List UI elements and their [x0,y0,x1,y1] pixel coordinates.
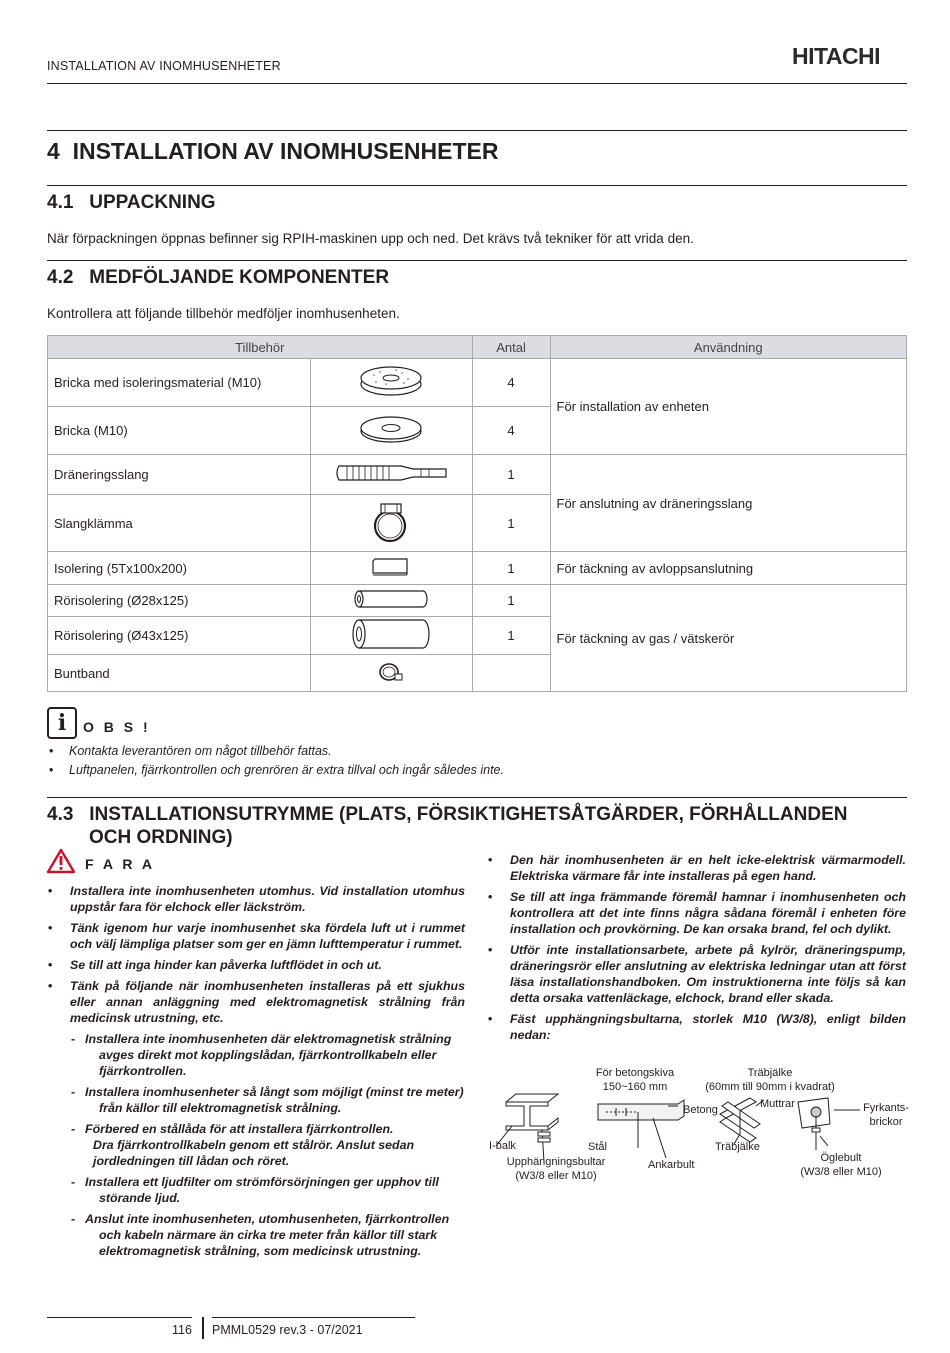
sub-list-item: - Installera ett ljudfilter om strömförsörjningen ger upphov till störande ljud. [47,1174,465,1206]
item-name: Dräneringsslang [48,455,311,495]
note-list [47,744,504,782]
item-name: Buntband [48,655,311,692]
item-name: Bricka (M10) [48,407,311,455]
hitachi-logo: HITACHI [792,43,881,69]
item-quantity: 1 [472,495,550,552]
item-quantity: 1 [472,552,550,585]
usage-cell: För anslutning av dräneringsslang [550,455,907,552]
note-title: O B S ! [83,719,151,735]
figure-label: För betongskiva 150~160 mm [595,1067,675,1093]
item-name: Isolering (5Tx100x200) [48,552,311,585]
danger-right-column [487,852,906,1048]
section-rule [47,185,907,186]
subsection-title: UPPACKNING [89,192,216,213]
drain-hose-icon [310,455,472,495]
item-quantity: 1 [472,455,550,495]
figure-label: Muttrar [760,1098,795,1110]
list-item: • Installera inte inomhusenheten utomhus. Vid installation utomhus uppstår fara för elchock eller läckström. [47,883,465,915]
subsection-title-cont: OCH ORDNING) [89,827,233,848]
figure-label: Fyrkants- brickor [863,1102,909,1128]
section-title: INSTALLATION AV INOMHUSENHETER [72,138,499,164]
list-item: • Den här inomhusenheten är en helt icke-elektrisk värmarmodell. Elektriska värmare får inte installeras på egen hand. [487,852,906,884]
item-quantity [472,655,550,692]
table-row [48,359,907,407]
sub-list-item: - Anslut inte inomhusenheten, utomhusenheten, fjärrkontrollen och kabeln närmare än cirka tre meter från källor till stark elektromagnetisk strålning, som medicinsk utrustning. [47,1211,465,1259]
danger-left-column [47,883,465,1264]
info-icon: i [47,707,77,739]
figure-label: Öglebult (W3/8 eller M10) [800,1152,882,1178]
item-quantity: 1 [472,585,550,617]
pipe-insulation-large-icon [310,617,472,655]
section-number: 4 [47,138,60,164]
table-header-row [48,336,907,359]
insulation-pad-icon [310,552,472,585]
section-rule [47,797,907,798]
washer-icon [310,407,472,455]
figure-label: I-balk [489,1140,516,1152]
sub-list-item: - Förbered en stållåda för att installera fjärrkontrollen. Dra fjärrkontrollkabeln genom ett stålrör. Anslut sedan jordledningen till lådan och röret. [47,1121,465,1169]
subsection-number: 4.2 [47,267,74,288]
section-4-2-heading [47,267,389,289]
section-rule [47,130,907,131]
subsection-number: 4.3 [47,804,74,825]
pipe-insulation-small-icon [310,585,472,617]
figure-label: Ankarbult [648,1159,695,1171]
document-id: PMML0529 rev.3 - 07/2021 [212,1323,363,1337]
usage-cell: För täckning av gas / vätskerör [550,585,907,692]
item-quantity: 4 [472,407,550,455]
section-rule [47,260,907,261]
list-item: • Tänk på följande när inomhusenheten installeras på ett sjukhus eller annan anläggning med elektromagnetisk strålning från medicinsk utrustning, etc. [47,978,465,1026]
list-item: • Luftpanelen, fjärrkontrollen och grenrören är extra tillval och ingår således inte. [47,763,504,777]
insulated-washer-icon [310,359,472,407]
cable-tie-icon [310,655,472,692]
hose-clamp-icon [310,495,472,552]
page-number: 116 [172,1323,192,1337]
column-header: Tillbehör [48,336,473,359]
list-item: • Fäst upphängningsbultarna, storlek M10 (W3/8), enligt bilden nedan: [487,1011,906,1043]
item-quantity: 4 [472,359,550,407]
list-item: • Se till att inga främmande föremål hamnar i inomhusenheten och kontrollera att det inte finns några sådana föremål i enheten före installation och provkörning. De kan orsaka brand, fel och dylikt. [487,889,906,937]
section-4-3-heading [47,803,847,849]
components-intro: Kontrollera att följande tillbehör medföljer inomhusenheten. [47,306,400,321]
item-quantity: 1 [472,617,550,655]
list-item: • Tänk igenom hur varje inomhusenhet ska fördela luft ut i rummet och välj lämpliga platser som ger en jämn lufttemperatur i rummet. [47,920,465,952]
footer-divider [202,1317,204,1339]
item-name: Slangklämma [48,495,311,552]
sub-list-item: - Installera inte inomhusenheten där elektromagnetisk strålning avges direkt mot kopplingslådan, fjärrkontrollkabeln eller fjärrkontrollen. [47,1031,465,1079]
table-row [48,585,907,617]
section-4-1-heading [47,192,216,214]
figure-label: Träbjälke [715,1141,760,1153]
header-rule [47,83,907,84]
warning-triangle-icon [46,848,76,879]
column-header: Användning [550,336,907,359]
running-header: INSTALLATION AV INOMHUSENHETER [47,59,281,73]
list-item: • Se till att inga hinder kan påverka luftflödet in och ut. [47,957,465,973]
item-name: Bricka med isoleringsmaterial (M10) [48,359,311,407]
figure-label: Stål [588,1141,607,1153]
figure-label: Träbjälke (60mm till 90mm i kvadrat) [705,1067,835,1093]
figure-label: Betong [683,1104,718,1116]
item-name: Rörisolering (Ø43x125) [48,617,311,655]
item-name: Rörisolering (Ø28x125) [48,585,311,617]
sub-list-item: - Installera inomhusenheter så långt som möjligt (minst tre meter) från källor till elektromagnetisk strålning. [47,1084,465,1116]
unpacking-text: När förpackningen öppnas befinner sig RPIH-maskinen upp och ned. Det krävs två tekniker för att vrida den. [47,231,694,246]
danger-title: F A R A [85,856,155,872]
subsection-number: 4.1 [47,192,74,213]
table-row [48,455,907,495]
usage-cell: För täckning av avloppsanslutning [550,552,907,585]
usage-cell: För installation av enheten [550,359,907,455]
footer-rule [47,1317,192,1318]
figure-label: Upphängningsbultar (W3/8 eller M10) [506,1156,606,1182]
section-4-heading [47,138,499,165]
list-item: • Kontakta leverantören om något tillbehör fattas. [47,744,504,758]
list-item: • Utför inte installationsarbete, arbete på kylrör, dräneringspump, dräneringsrör eller anslutning av elektriska ledningar utan att först läsa installationshandboken. Om instruktionerna inte följs så kan detta orsaka vattenläckage, elchock, brand eller skada. [487,942,906,1006]
column-header: Antal [472,336,550,359]
table-row [48,552,907,585]
footer-rule [212,1317,415,1318]
accessories-table [47,335,907,692]
subsection-title: INSTALLATIONSUTRYMME (PLATS, FÖRSIKTIGHETSÅTGÄRDER, FÖRHÅLLANDEN [89,804,848,825]
subsection-title: MEDFÖLJANDE KOMPONENTER [89,267,390,288]
